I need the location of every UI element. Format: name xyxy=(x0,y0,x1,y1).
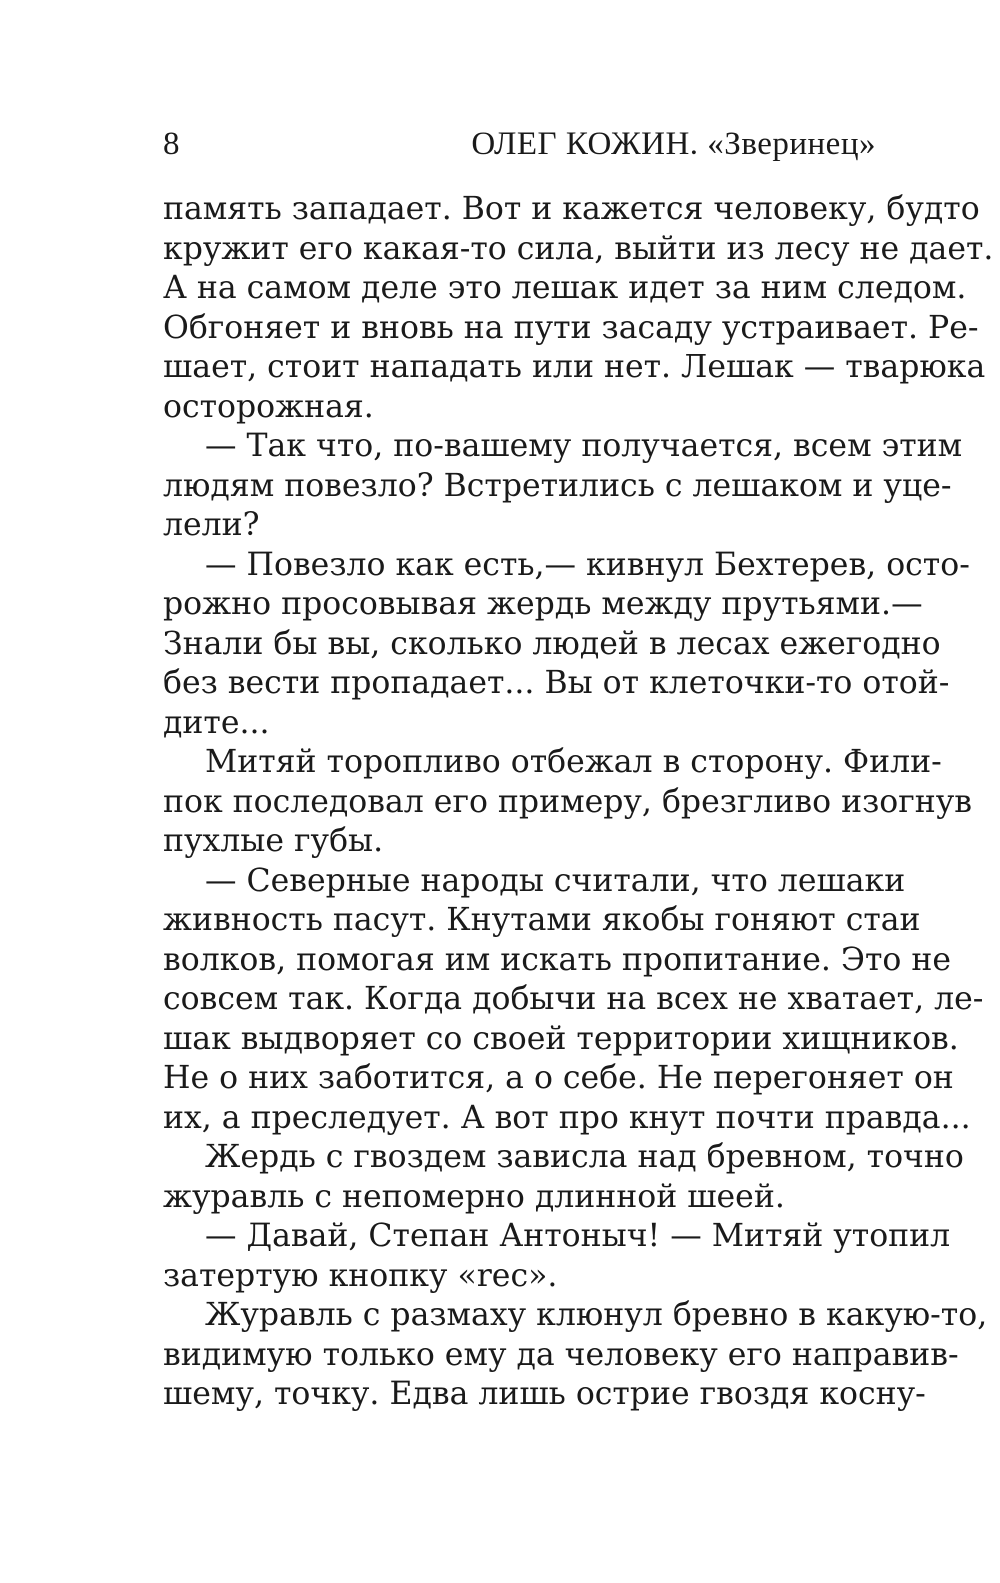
text-line: Журавль с размаху клюнул бревно в какую-то, xyxy=(205,1297,988,1333)
text-line: совсем так. Когда добычи на всех не хватает, ле- xyxy=(163,981,984,1017)
text-line: — Давай, Степан Антоныч! — Митяй утопил xyxy=(205,1218,951,1254)
text-line: кружит его какая-то сила, выйти из лесу не дает. xyxy=(163,230,994,267)
text-line: без вести пропадает... Вы от клеточки-то отой- xyxy=(163,665,950,701)
page-header xyxy=(163,124,876,164)
text-line: Не о них заботится, а о себе. Не перегоняет он xyxy=(163,1060,954,1096)
body-text xyxy=(163,190,994,1415)
text-line: Знали бы вы, сколько людей в лесах ежегодно xyxy=(163,625,941,662)
text-line: А на самом деле это лешак идет за ним следом. xyxy=(163,270,967,306)
text-line: пухлые губы. xyxy=(163,823,384,859)
running-title: ОЛЕГ КОЖИН. «Зверинец» xyxy=(471,126,876,162)
text-line: Жердь с гвоздем зависла над бревном, точно xyxy=(205,1139,964,1175)
text-line: дите... xyxy=(163,704,270,741)
text-line: людям повезло? Встретились с лешаком и уце- xyxy=(163,467,952,504)
text-line: — Северные народы считали, что лешаки xyxy=(205,862,906,899)
text-line: их, а преследует. А вот про кнут почти правда... xyxy=(163,1099,971,1136)
text-line: память западает. Вот и кажется человеку, будто xyxy=(163,191,980,227)
text-line: шает, стоит нападать или нет. Лешак — тварюка xyxy=(163,349,986,385)
text-line: шак выдворяет со своей территории хищников. xyxy=(163,1020,959,1057)
text-line: осторожная. xyxy=(163,388,374,425)
text-line: живность пасут. Кнутами якобы гоняют стаи xyxy=(163,902,921,938)
text-line: видимую только ему да человеку его направив- xyxy=(163,1336,959,1373)
text-line: журавль с непомерно длинной шеей. xyxy=(163,1178,785,1215)
text-line: Митяй торопливо отбежал в сторону. Фили- xyxy=(205,744,942,780)
text-line: — Так что, по-вашему получается, всем этим xyxy=(205,428,963,464)
text-line: пок последовал его примеру, брезгливо изогнув xyxy=(163,783,973,820)
text-line: шему, точку. Едва лишь острие гвоздя косну- xyxy=(163,1376,926,1412)
text-line: рожно просовывая жердь между прутьями.— xyxy=(163,586,923,622)
page-number: 8 xyxy=(163,126,180,162)
text-line: Обгоняет и вновь на пути засаду устраивает. Ре- xyxy=(163,309,979,346)
text-line: лели? xyxy=(163,507,260,543)
text-line: — Повезло как есть,— кивнул Бехтерев, осто- xyxy=(205,546,970,583)
text-line: волков, помогая им искать пропитание. Это не xyxy=(163,941,952,978)
text-line: затертую кнопку «rec». xyxy=(163,1257,558,1294)
